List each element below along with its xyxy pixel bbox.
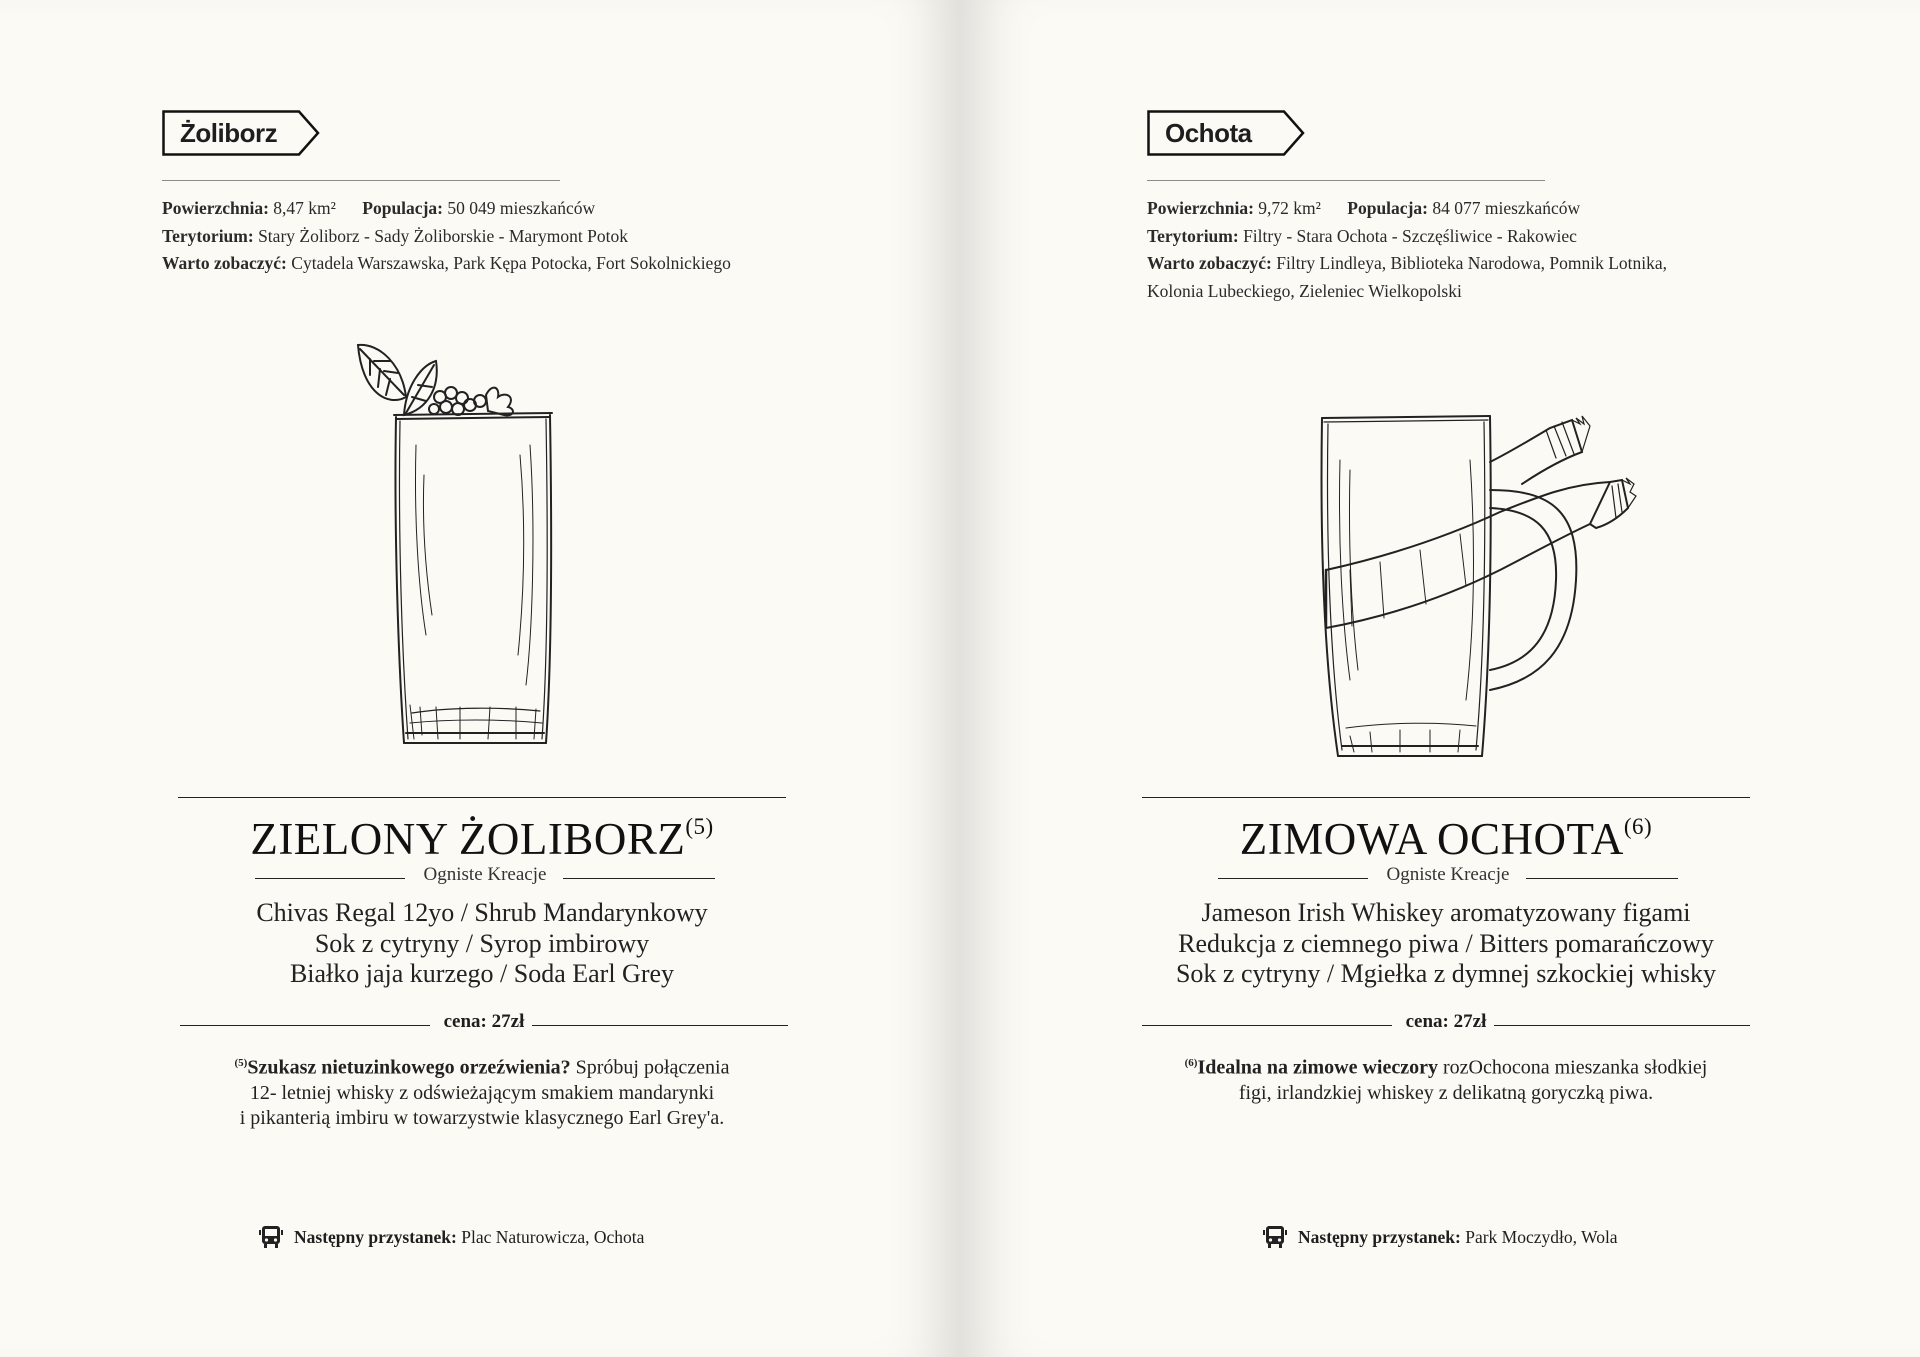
note-line-1 xyxy=(162,1051,802,1081)
price-line xyxy=(180,1011,788,1041)
cocktail-note xyxy=(1126,1051,1766,1106)
territory-label: Terytorium: xyxy=(162,225,254,246)
note-line-3: i pikanterią imbiru w towarzystwie klasycznego Earl Grey'a. xyxy=(239,1106,725,1129)
category-label: Ogniste Kreacje xyxy=(423,864,547,885)
category-line xyxy=(255,864,715,894)
territory-value: Stary Żoliborz - Sady Żoliborskie - Marymont Potok xyxy=(258,225,628,246)
population-label: Populacja: xyxy=(1347,198,1428,218)
note-text: rozOchocona mieszanka słodkiej xyxy=(1437,1056,1708,1079)
next-stop-text xyxy=(1298,1222,1618,1252)
cocktail-name: ZIELONY ŻOLIBORZ xyxy=(250,814,686,864)
area-value: 8,47 km² xyxy=(273,198,336,218)
next-stop xyxy=(258,1222,738,1252)
ingredient-line: Jameson Irish Whiskey aromatyzowany figami xyxy=(1201,898,1691,927)
category-line xyxy=(1218,864,1678,894)
ingredient-line: Sok z cytryny / Syrop imbirowy xyxy=(314,928,650,958)
note-line-2: figi, irlandzkiej whiskey z delikatną goryczką piwa. xyxy=(1238,1081,1654,1104)
info-line-3 xyxy=(162,250,731,278)
title-rule xyxy=(178,797,786,798)
price-rule-right xyxy=(1494,1025,1750,1026)
see-label: Warto zobaczyć: xyxy=(1147,253,1272,273)
district-name: Ochota xyxy=(1165,118,1252,148)
area-label: Powierzchnia: xyxy=(1147,198,1254,218)
divider xyxy=(1147,180,1545,181)
territory-label: Terytorium: xyxy=(1147,225,1239,246)
ingredient-line: Redukcja z ciemnego piwa / Bitters pomarańczowy xyxy=(1178,928,1714,958)
price-line xyxy=(1142,1011,1750,1041)
note-line-1 xyxy=(1126,1051,1766,1081)
cocktail-note xyxy=(162,1051,802,1131)
bus-icon xyxy=(1262,1224,1288,1250)
ingredients xyxy=(1126,898,1766,990)
title-rule xyxy=(1142,797,1750,798)
footnote-mark: (6) xyxy=(1623,814,1653,839)
info-line-1 xyxy=(162,195,731,223)
cocktail-title xyxy=(1126,813,1766,865)
right-page xyxy=(960,0,1920,1357)
price: cena: 27zł xyxy=(443,1011,525,1032)
next-stop-label: Następny przystanek: xyxy=(294,1227,457,1247)
note-line-2: 12- letniej whisky z odświeżającym smakiem mandarynki xyxy=(249,1081,715,1104)
population-value: 84 077 mieszkańców xyxy=(1432,198,1581,218)
see-value: Filtry Lindleya, Biblioteka Narodowa, Pomnik Lotnika, xyxy=(1276,253,1668,273)
ingredient-line: Chivas Regal 12yo / Shrub Mandarynkowy xyxy=(256,898,708,927)
category-rule-right xyxy=(563,878,715,879)
ingredient-line: Białko jaja kurzego / Soda Earl Grey xyxy=(289,959,675,988)
note-mark: (6) xyxy=(1184,1057,1198,1069)
district-info xyxy=(162,195,731,278)
next-stop-value: Plac Naturowicza, Ochota xyxy=(456,1227,645,1247)
note-mark: (5) xyxy=(234,1057,248,1069)
district-tag xyxy=(162,110,322,156)
next-stop-value: Park Moczydło, Wola xyxy=(1460,1227,1618,1247)
bus-icon xyxy=(258,1224,284,1250)
district-name: Żoliborz xyxy=(180,118,278,148)
district-tag xyxy=(1147,110,1307,156)
info-line-3 xyxy=(1147,250,1667,278)
price-rule-right xyxy=(532,1025,788,1026)
note-headline: Idealna na zimowe wieczory xyxy=(1197,1056,1438,1079)
area-label: Powierzchnia: xyxy=(162,198,269,218)
cocktail-title xyxy=(162,813,802,865)
cocktail-name: ZIMOWA OCHOTA xyxy=(1239,814,1624,864)
info-line-1 xyxy=(1147,195,1667,223)
next-stop-text xyxy=(294,1222,644,1252)
note-text: Spróbuj połączenia xyxy=(570,1056,730,1079)
price: cena: 27zł xyxy=(1405,1011,1487,1032)
population-label: Populacja: xyxy=(362,198,443,218)
beer-mug-with-scarf-illustration xyxy=(1310,400,1640,770)
next-stop-label: Następny przystanek: xyxy=(1298,1227,1461,1247)
category-rule-right xyxy=(1526,878,1678,879)
note-headline: Szukasz nietuzinkowego orzeźwienia? xyxy=(247,1056,571,1079)
highball-glass-illustration xyxy=(340,335,600,775)
see-label: Warto zobaczyć: xyxy=(162,253,287,273)
area-value: 9,72 km² xyxy=(1258,198,1321,218)
divider xyxy=(162,180,560,181)
footnote-mark: (5) xyxy=(685,814,714,839)
category-label: Ogniste Kreacje xyxy=(1386,864,1510,885)
population-value: 50 049 mieszkańców xyxy=(447,198,596,218)
district-info xyxy=(1147,195,1667,305)
ingredient-line: Sok z cytryny / Mgiełka z dymnej szkockiej whisky xyxy=(1175,959,1717,988)
see-value: Cytadela Warszawska, Park Kępa Potocka, Fort Sokolnickiego xyxy=(291,253,731,273)
info-line-4: Kolonia Lubeckiego, Zieleniec Wielkopolski xyxy=(1147,280,1462,301)
info-line-2 xyxy=(1147,223,1667,251)
territory-value: Filtry - Stara Ochota - Szczęśliwice - Rakowiec xyxy=(1243,225,1577,246)
info-line-2 xyxy=(162,223,731,251)
next-stop xyxy=(1262,1222,1702,1252)
ingredients xyxy=(162,898,802,990)
